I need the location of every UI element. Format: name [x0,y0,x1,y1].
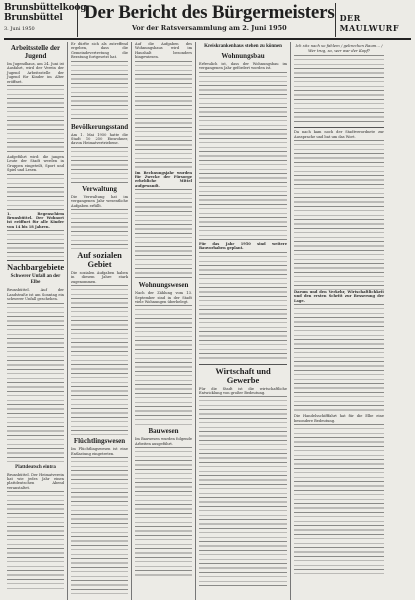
article-text: Brunsbüttel. Auf der Landstraße ist am Sonntag ein schwerer Unfall geschehen. [7,288,64,302]
headline-box [78,3,335,37]
article-text: Die sozialen Aufgaben haben in diesem Jahre stark zugenommen. [71,271,128,284]
heading-unfall: Schwerer Unfall an der Elbe [10,274,61,286]
article-text: Da nach kam noch der Stadtverordnete zur Aussprache und bat um das Wort. [294,130,384,139]
article-text: Am 1. Mai 1950 hatte die Stadt 10 250 Einwohner, davon Heimatvertriebene. [71,132,128,146]
text-block [7,303,64,463]
article-text: Für das Jahr 1950 sind weitere Bauvorhaben geplant. [199,241,287,251]
main-headline: Der Bericht des Bürgermeisters [84,2,335,23]
article-text: Die Verwaltung hat im vergangenen Jahr wesentliche Aufgaben erfüllt. [71,194,128,208]
text-block [71,285,128,435]
article-text: Nach der Zählung vom 13. September sind in der Stadt viele Wohnungen überbelegt. [135,291,192,305]
column-5 [291,42,387,600]
maulwurf-title: DER MAULWURF [335,3,411,37]
text-block [199,252,287,362]
article-text: Aufgeführt wird: die jungen Leute der Stadt werden in Gruppen eingeteilt, Sport und Spiel und Lesen. [7,155,64,173]
sub-headline: Vor der Ratsversammlung am 2. Juni 1950 [131,24,287,32]
text-block [71,61,128,121]
article-text: Brunsbüttel. Der Heimatverein hat wie jedes Jahr einen plattdeutschen Abend veranstaltet. [7,472,64,490]
text-block [7,85,64,155]
text-block [199,396,287,586]
article-text: Erfreulich ist, dass der Wohnungsbau im vergangenen Jahr gefördert worden ist. [199,62,287,71]
text-block [7,491,64,591]
text-block [135,305,192,425]
newspaper-brand [4,3,87,37]
text-block [71,147,128,183]
article-columns [4,42,411,600]
column-3 [132,42,196,600]
divider [294,127,384,128]
heading-wirtschaft: Wirtschaft und Gewerbe [215,365,271,385]
text-block [135,61,192,171]
brand-line-2: Brunsbüttel [4,13,63,23]
article-text: Im Flüchtlingswesen ist eine Entlastung eingetreten. [71,447,128,456]
masthead [4,3,411,40]
divider [199,364,287,365]
heading-verwaltung: Verwaltung [82,184,117,193]
text-block [135,447,192,577]
article-text: Auf die Aufgaben des Wohnungsbaus wird im Haushalt besonders hingewiesen. [135,42,192,60]
heading-fluechtling: Flüchtlingswesen [73,437,126,446]
column-2 [68,42,132,600]
heading-krankenhaus: Kreiskrankenhaus stehen zu können [204,44,282,49]
heading-plattdeutsch: Plattdeutsch eintra [15,464,56,470]
article-text: Die Handelsschifffahrt hat für die Elbe eine besondere Bedeutung. [294,414,384,423]
heading-jugend: Arbeitsstelle der Jugend [10,44,61,60]
article-text: Im Bauwesen wurden folgende Arbeiten ausgeführt. [135,437,192,446]
heading-wohnungswesen: Wohnungswesen [138,281,189,290]
text-block [294,140,384,290]
article-text: Im Jugendhaus, am 24. Juni ist Ausfahrt, wird der Verein der Jugend Arbeitsstelle der Jugend für Kinder im Alter eröffnet. [7,62,64,84]
text-block [7,174,64,212]
heading-bevoelkerung: Bevölkerungsstand [71,122,129,131]
column-1 [4,42,68,600]
text-block [71,209,128,249]
heading-bauwesen: Bauwesen [148,427,179,436]
article-text: 1. Regenschirm Brunsbüttel. Der Wohnort ist eröffnet für alle Kinder von 14 bis 18 Jahren. [7,211,64,229]
text-block [135,189,192,279]
divider [7,260,64,261]
column-4 [196,42,291,600]
article-text: Er dürfte sich als zutreffend ergeben, dass die Gemeindevertretung die Beratung fortgesetzt hat. [71,42,128,60]
text-block [199,72,287,242]
maulwurf-poem: Ich sitz nach so fahlem / gebrechen Raum... / Wer trug, so, wer war der Kopf? [295,43,383,53]
text-block [294,55,384,125]
text-block [294,424,384,574]
text-block [71,457,128,597]
brand-line-1: Brunsbüttelkoog [4,3,87,13]
article-text: Darum und den Verkehr, Wirtschaftlichkeit und den ersten Schritt zur Besserung der Lage. [294,290,384,303]
article-text: Im Rechnungsjahr wurden für Zwecke der Fürsorge erhebliche Mittel aufgewandt. [135,170,192,188]
heading-sozial: Auf sozialen Gebiet [77,250,122,270]
text-block [294,304,384,414]
article-text: Für die Stadt ist die wirtschaftliche Entwicklung von großer Bedeutung. [199,386,287,396]
heading-wohnungsbau: Wohnungsbau [221,52,265,60]
text-block [7,230,64,258]
issue-date: 3. Juni 1950 [4,26,35,32]
heading-nachbargebiete: Nachbargebiete [7,262,65,273]
